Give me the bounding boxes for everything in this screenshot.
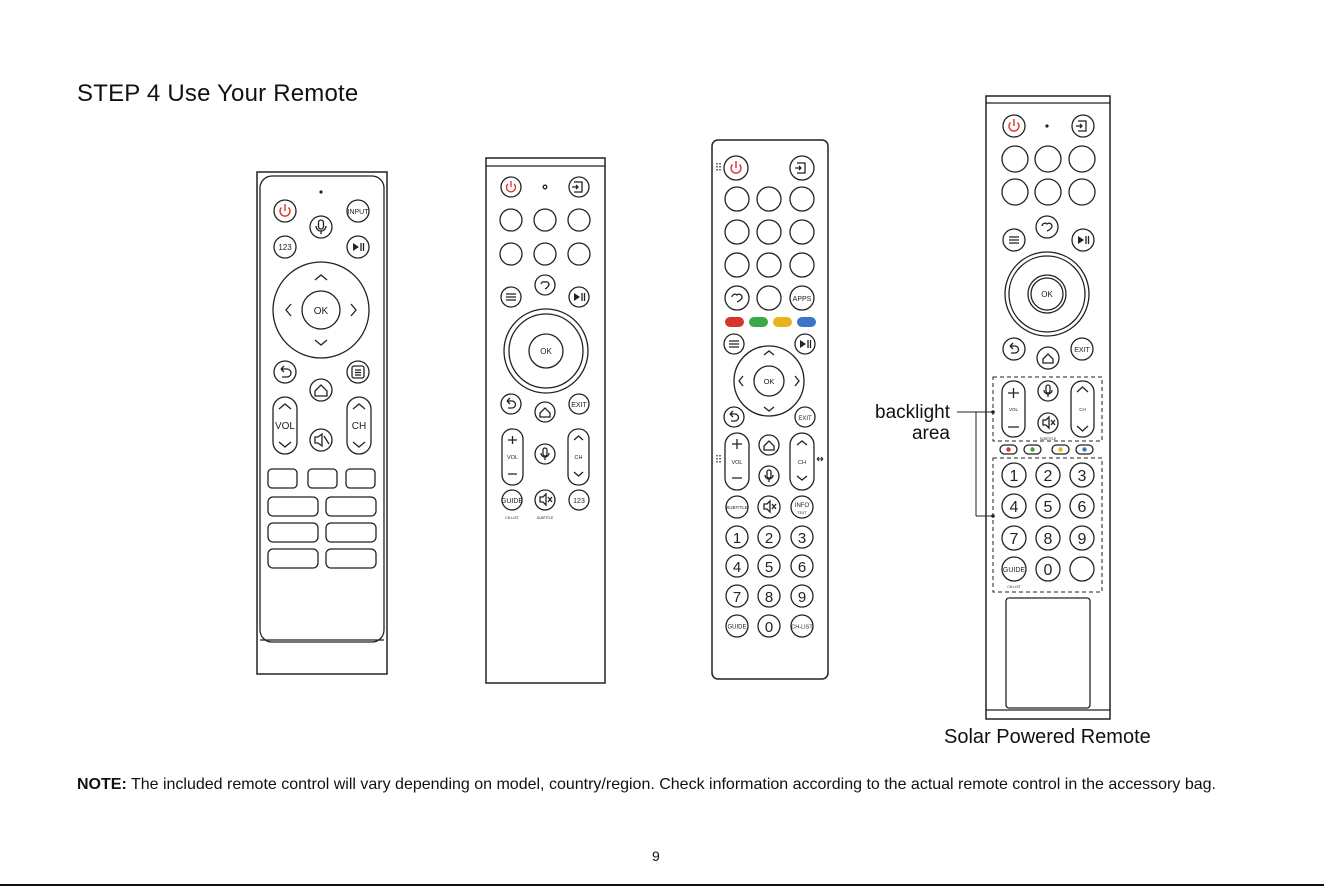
remote-2-body (486, 158, 605, 683)
remote-3-digit-6: 6 (797, 559, 807, 576)
remote-4-power-icon (1003, 115, 1025, 137)
page-number: 9 (652, 848, 660, 864)
remote-4-subtitle-label: SUBTITLE (1039, 437, 1057, 441)
remote-2-mic-button (535, 444, 555, 464)
backlight-callout (840, 402, 950, 444)
remote-1 (257, 172, 387, 674)
remote-3-vol-label: VOL (731, 460, 743, 466)
remote-3-chlist-label: CH-LIST (791, 624, 813, 631)
remote-2-mute-button (535, 490, 555, 510)
remote-4-exit-label: EXIT (1074, 347, 1090, 354)
remote-2-ch-label: CH (574, 455, 583, 461)
remote-3 (712, 140, 828, 679)
remote-3-info-label: INFO (794, 503, 810, 509)
remote-3-input-button (790, 156, 814, 180)
remote-4-back-button (1003, 338, 1025, 360)
remote-3-digit-3: 3 (797, 530, 807, 547)
remote-3-ch-label: CH (798, 460, 806, 466)
remote-1-led (319, 190, 322, 193)
remote-1-key (346, 469, 375, 488)
remote-1-power-icon (274, 200, 296, 222)
remote-1-back-button (274, 361, 296, 383)
remote-2-power-icon (501, 177, 521, 197)
backlight-callout-lines (957, 410, 995, 518)
remote-3-number-pad (726, 526, 813, 607)
remote-1-home-button (310, 379, 332, 401)
remote-4-digit-7: 7 (1009, 531, 1019, 548)
remote-2-back-button (501, 394, 521, 414)
remote-3-red-key (725, 317, 744, 327)
remote-4-digit-9: 9 (1077, 531, 1087, 548)
remote-1-key (268, 469, 297, 488)
remote-3-digit-9: 9 (797, 589, 807, 606)
remote-4-digit-4: 4 (1009, 499, 1019, 516)
remote-1-123-label: 123 (278, 243, 292, 252)
note-paragraph (77, 771, 1247, 798)
remote-4-fav-button (1036, 216, 1058, 238)
remote-2-guide-label: GUIDE (500, 498, 524, 505)
remote-1-key (326, 523, 376, 542)
remote-1-key (326, 549, 376, 568)
note-label: NOTE: (77, 776, 127, 793)
remote-3-digit-2: 2 (764, 530, 774, 547)
remote-3-blue-key (797, 317, 816, 327)
remote-1-mic-button (310, 216, 332, 238)
remote-4-digit-3: 3 (1077, 468, 1087, 485)
remote-3-digit-1: 1 (732, 530, 742, 547)
remote-2-fav-button (535, 275, 555, 295)
remote-3-yellow-key (773, 317, 792, 327)
remote-2-subtitle-label: SUBTITLE (536, 516, 554, 520)
remote-4-digit-0: 0 (1043, 562, 1053, 579)
remote-4-mute-button (1038, 413, 1058, 433)
remote-4-digit-1: 1 (1009, 468, 1019, 485)
remote-4-digit-8: 8 (1043, 531, 1053, 548)
remote-4-ch-label: CH (1079, 407, 1086, 412)
remote-4-digit-2: 2 (1043, 468, 1053, 485)
remote-3-apps-label: APPS (792, 296, 812, 303)
remote-3-digit-8: 8 (764, 589, 774, 606)
page-title: STEP 4 Use Your Remote (77, 80, 359, 107)
remote-1-key (308, 469, 337, 488)
remote-4-body (986, 96, 1110, 719)
remote-4-digit-5: 5 (1043, 499, 1053, 516)
remote-4-ok-label: OK (1041, 290, 1053, 299)
remote-4-number-pad (1002, 463, 1094, 550)
remote-3-green-key (749, 317, 768, 327)
solar-remote-caption: Solar Powered Remote (944, 726, 1151, 748)
footer-rule (0, 884, 1324, 886)
remote-3-digit-5: 5 (764, 559, 774, 576)
remote-1-key (268, 497, 318, 516)
remote-3-guide-label: GUIDE (727, 624, 747, 631)
remote-4-guide-label: GUIDE (1002, 567, 1026, 574)
remote-2-led (543, 185, 547, 189)
backlight-callout-line2: area (911, 423, 950, 444)
remote-1-key (268, 549, 318, 568)
remote-4-vol-label: VOL (1008, 407, 1019, 412)
remote-3-subtitle-label: SUBTITLE (726, 505, 748, 510)
remote-3-digit-0: 0 (764, 619, 774, 636)
remote-4-input-button (1072, 115, 1094, 137)
remote-1-ok-label: OK (313, 306, 329, 317)
remote-1-key (326, 497, 376, 516)
remote-3-power-icon (724, 156, 748, 180)
remote-4 (986, 96, 1110, 719)
remote-1-vol-label: VOL (274, 421, 296, 432)
remote-1-key (268, 523, 318, 542)
remote-3-digit-7: 7 (732, 589, 742, 606)
remote-4-home-button (1037, 347, 1059, 369)
remote-2-chlist-label: CH-LIST (505, 516, 519, 520)
remote-2-123-label: 123 (573, 498, 585, 505)
remote-3-text-label: TEXT (797, 511, 807, 515)
remote-2-vol-label: VOL (506, 455, 519, 461)
remote-3-home-button (759, 435, 779, 455)
remote-2 (486, 158, 605, 683)
remote-3-ok-label: OK (763, 377, 775, 386)
remote-3-fav-button (725, 286, 749, 310)
backlight-callout-line1: backlight (875, 402, 950, 423)
remote-3-back-button (724, 407, 744, 427)
remote-1-mute-button (310, 429, 332, 451)
remote-3-mute-button (758, 496, 780, 518)
remote-3-exit-label: EXIT (798, 416, 812, 422)
remote-2-home-button (535, 402, 555, 422)
remote-3-mic-button (759, 466, 779, 486)
remote-4-led (1045, 124, 1048, 127)
remote-2-exit-label: EXIT (571, 402, 587, 409)
remote-4-mic-button (1038, 381, 1058, 401)
remote-2-ok-label: OK (540, 347, 552, 356)
remote-1-ch-label: CH (351, 421, 367, 432)
remote-4-solar-panel (1006, 598, 1090, 708)
remote-4-chlist-label: CH-LIST (1007, 585, 1021, 589)
remote-1-input-label: INPUT (347, 209, 369, 216)
note-text: The included remote control will vary depending on model, country/region. Check information according to the actual remote control in the accessory bag. (126, 776, 1216, 793)
remote-3-digit-4: 4 (732, 559, 742, 576)
remote-4-digit-6: 6 (1077, 499, 1087, 516)
